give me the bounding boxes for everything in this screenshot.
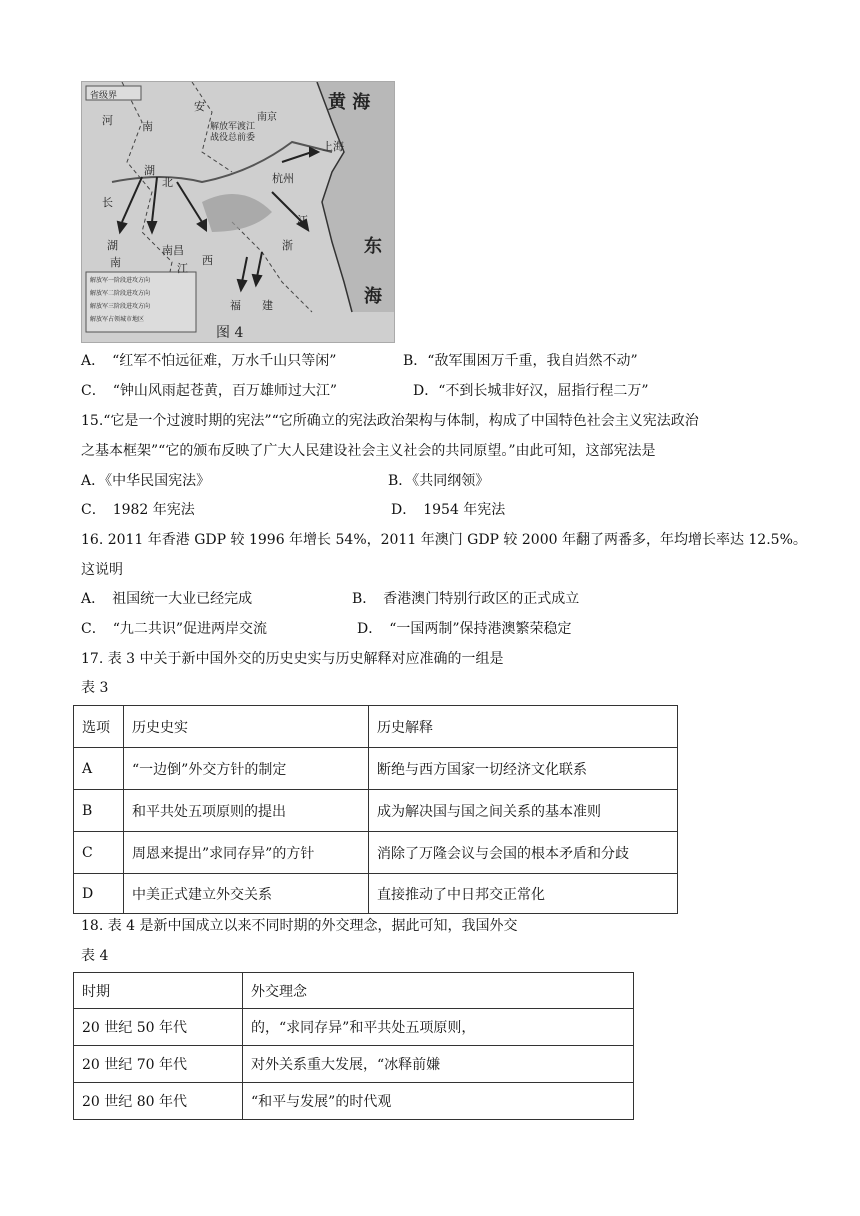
map-label: 湖: [144, 164, 155, 177]
map-label: 长: [102, 196, 113, 209]
map-label: 南: [142, 120, 153, 133]
table-cell: 直接推动了中日邦交正常化: [369, 874, 678, 914]
map-label: 建: [262, 299, 273, 312]
table-row: [74, 1009, 634, 1046]
map-legend-border: 省级界: [90, 91, 118, 101]
map-legend-item: 解放军三阶段进攻方向: [90, 303, 151, 310]
map-label: 南: [110, 256, 121, 269]
table-cell: B: [74, 790, 124, 832]
table-cell: 周恩来提出”求同存异”的方针: [124, 832, 369, 874]
option-b: B．“敌军围困万千重，我自岿然不动”: [403, 353, 638, 369]
table-header-row: [74, 706, 678, 748]
table-row: [74, 874, 678, 914]
map-label: 江: [177, 262, 188, 275]
table-header-row: [74, 973, 634, 1009]
question-15-text: 之基本框架”“它的颁布反映了广大人民建设社会主义社会的共同原望。”由此可知，这部宪法是: [81, 443, 656, 459]
map-label-east-sea: 东: [364, 236, 382, 257]
table-row: [74, 1083, 634, 1120]
question-17-text: 17. 表 3 中关于新中国外交的历史史实与历史解释对应准确的一组是: [81, 651, 504, 667]
map-label: 福: [230, 299, 241, 312]
table-header-cell: 时期: [74, 973, 243, 1009]
table-4: [73, 972, 634, 1120]
table-cell: 中美正式建立外交关系: [124, 874, 369, 914]
map-legend-item: 解放军占领城市地区: [90, 316, 145, 323]
question-18-text: 18. 表 4 是新中国成立以来不同时期的外交理念，据此可知，我国外交: [81, 918, 518, 934]
map-label: 北: [162, 176, 173, 189]
map-label: 湖: [107, 239, 118, 252]
option-b: B． 香港澳门特别行政区的正式成立: [352, 591, 580, 607]
map-label-yellow-sea: 黄 海: [328, 92, 371, 113]
option-b: B．《共同纲领》: [388, 473, 490, 489]
table-row: [74, 790, 678, 832]
map-label: 南京: [257, 112, 277, 123]
table-cell: 和平共处五项原则的提出: [124, 790, 369, 832]
map-legend-item: 解放军一阶段进攻方向: [90, 277, 151, 284]
option-d: D．“不到长城非好汉，屈指行程二万”: [413, 383, 649, 399]
table-4-title: 表 4: [81, 948, 109, 964]
table-3-title: 表 3: [81, 680, 109, 696]
table-cell: 对外关系重大发展，“冰释前嫌: [243, 1046, 634, 1083]
war-map-figure: [81, 81, 395, 343]
map-label: 杭州: [272, 172, 294, 185]
question-16-text: 这说明: [81, 562, 123, 578]
table-cell: C: [74, 832, 124, 874]
map-label: 浙: [282, 239, 293, 252]
option-d: D． “一国两制”保持港澳繁荣稳定: [357, 621, 572, 637]
option-a: A． 祖国统一大业已经完成: [81, 591, 253, 607]
table-3: [73, 705, 678, 914]
table-header-cell: 历史史实: [124, 706, 369, 748]
table-row: [74, 748, 678, 790]
table-header-cell: 历史解释: [369, 706, 678, 748]
map-label: 西: [202, 254, 213, 267]
option-d: D． 1954 年宪法: [391, 502, 506, 518]
question-15-text: 15.“它是一个过渡时期的宪法”“它所确立的宪法政治架构与体制，构成了中国特色社会主义宪法政治: [81, 413, 699, 429]
table-row: [74, 832, 678, 874]
table-header-cell: 选项: [74, 706, 124, 748]
table-cell: D: [74, 874, 124, 914]
table-header-cell: 外交理念: [243, 973, 634, 1009]
table-cell: 20 世纪 50 年代: [74, 1009, 243, 1046]
option-c: C． 1982 年宪法: [81, 502, 195, 518]
option-c: C． “钟山风雨起苍黄，百万雄师过大江”: [81, 383, 338, 399]
question-16-text: 16. 2011 年香港 GDP 较 1996 年增长 54%，2011 年澳门 GDP 较 2000 年翻了两番多，年均增长率达 12.5%。: [81, 532, 807, 548]
map-label: 解放军渡江 战役总前委: [210, 122, 256, 143]
map-label: 江: [297, 214, 308, 227]
option-a: A． “红军不怕远征难，万水千山只等闲”: [81, 353, 337, 369]
map-label: 南昌: [162, 244, 184, 257]
table-cell: 的，“求同存异”和平共处五项原则，: [243, 1009, 634, 1046]
table-row: [74, 1046, 634, 1083]
map-label-east-sea: 海: [364, 286, 382, 307]
table-cell: 消除了万隆会议与会国的根本矛盾和分歧: [369, 832, 678, 874]
map-label: 安: [194, 100, 205, 113]
table-cell: “一边倒”外交方针的制定: [124, 748, 369, 790]
map-label: 河: [102, 114, 113, 127]
table-cell: 20 世纪 70 年代: [74, 1046, 243, 1083]
table-cell: 20 世纪 80 年代: [74, 1083, 243, 1120]
map-legend-item: 解放军二阶段进攻方向: [90, 290, 151, 297]
option-c: C． “九二共识”促进两岸交流: [81, 621, 268, 637]
table-cell: 断绝与西方国家一切经济文化联系: [369, 748, 678, 790]
option-a: A．《中华民国宪法》: [81, 473, 211, 489]
table-cell: “和平与发展”的时代观: [243, 1083, 634, 1120]
map-label: 上海: [322, 140, 344, 153]
table-cell: A: [74, 748, 124, 790]
figure-caption: 图 4: [216, 325, 244, 341]
table-cell: 成为解决国与国之间关系的基本准则: [369, 790, 678, 832]
